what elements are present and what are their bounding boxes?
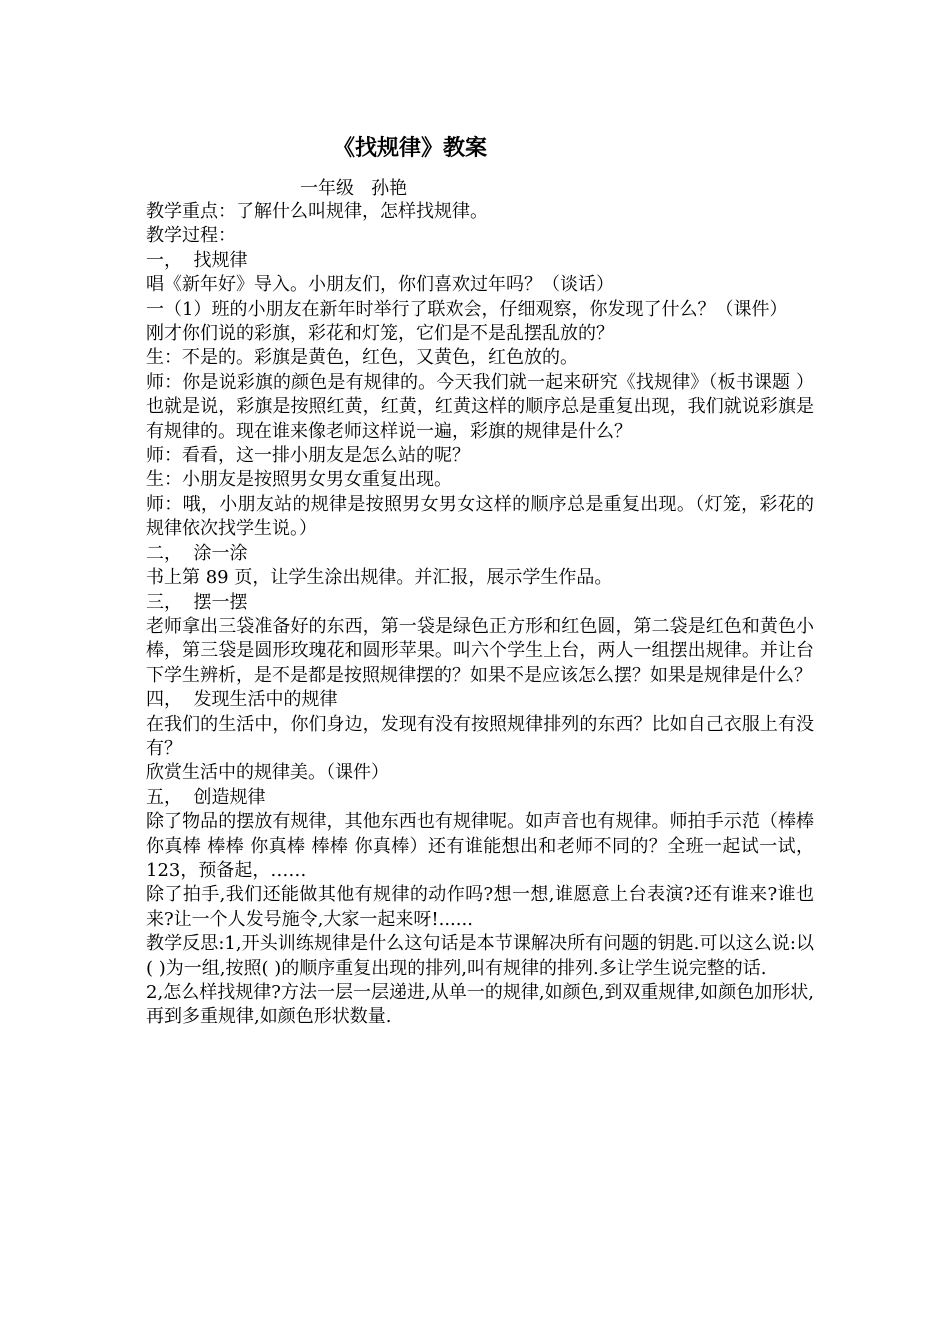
document-title: 《找规律》教案 [332, 136, 487, 161]
paragraph: 一（1）班的小朋友在新年时举行了联欢会，仔细观察，你发现了什么？（课件） [146, 298, 788, 320]
paragraph: 生：小朋友是按照男女男女重复出现。 [146, 469, 452, 491]
paragraph: 师：你是说彩旗的颜色是有规律的。今天我们就一起来研究《找规律》（板书课题 ）也就是说，彩旗是按照红黄，红黄，红黄这样的顺序总是重复出现，我们就说彩旗是有规律的。现在谁来像老师这样说一遍，彩旗的规律是什么？ [146, 371, 814, 442]
paragraph: 欣赏生活中的规律美。（课件） [146, 762, 389, 784]
paragraph: 教学过程： [146, 225, 236, 247]
section-heading: 四， 发现生活中的规律 [146, 689, 338, 711]
paragraph: 刚才你们说的彩旗，彩花和灯笼，它们是不是乱摆乱放的？ [146, 323, 614, 345]
section-heading: 三， 摆一摆 [146, 591, 248, 613]
paragraph: 除了拍手,我们还能做其他有规律的动作吗?想一想,谁愿意上台表演?还有谁来?谁也来?让一个人发号施令,大家一起来呀!...... [146, 884, 814, 930]
paragraph: 师：哦，小朋友站的规律是按照男女男女这样的顺序总是重复出现。（灯笼，彩花的规律依次找学生说。） [146, 493, 814, 540]
paragraph: 师：看看，这一排小朋友是怎么站的呢？ [146, 445, 470, 467]
paragraph: 生：不是的。彩旗是黄色，红色，又黄色，红色放的。 [146, 347, 578, 369]
document-body [146, 200, 814, 1030]
paragraph: 书上第 89 页，让学生涂出规律。并汇报，展示学生作品。 [146, 567, 613, 589]
section-heading: 一， 找规律 [146, 249, 248, 271]
paragraph: 教学重点：了解什么叫规律，怎样找规律。 [146, 201, 488, 222]
section-heading: 二， 涂一涂 [146, 542, 248, 564]
paragraph: 在我们的生活中，你们身边，发现有没有按照规律排列的东西？比如自己衣服上有没有？ [146, 713, 814, 759]
paragraph: 除了物品的摆放有规律，其他东西也有规律呢。如声音也有规律。师拍手示范（棒棒 你真棒 棒棒 你真棒 棒棒 你真棒）还有谁能想出和老师不同的？全班一起试一试，123，预备起，…… [146, 811, 814, 881]
paragraph: 唱《新年好》导入。小朋友们，你们喜欢过年吗？（谈话） [146, 274, 614, 296]
paragraph: 教学反思:1,开头训练规律是什么这句话是本节课解决所有问题的钥匙.可以这么说:以( )为一组,按照( )的顺序重复出现的排列,叫有规律的排列.多让学生说完整的话. [146, 933, 814, 979]
paragraph: 老师拿出三袋准备好的东西，第一袋是绿色正方形和红色圆，第二袋是红色和黄色小棒，第三袋是圆形玫瑰花和圆形苹果。叫六个学生上台，两人一组摆出规律。并让台下学生辨析，是不是都是按照规律摆的？如果不是应该怎么摆？如果是规律是什么？ [146, 615, 814, 686]
paragraph: 2,怎么样找规律?方法一层一层递进,从单一的规律,如颜色,到双重规律,如颜色加形状,再到多重规律,如颜色形状数量. [146, 982, 814, 1028]
section-heading: 五， 创造规律 [146, 786, 266, 808]
author-line: 一年级 孙艳 [300, 178, 408, 199]
